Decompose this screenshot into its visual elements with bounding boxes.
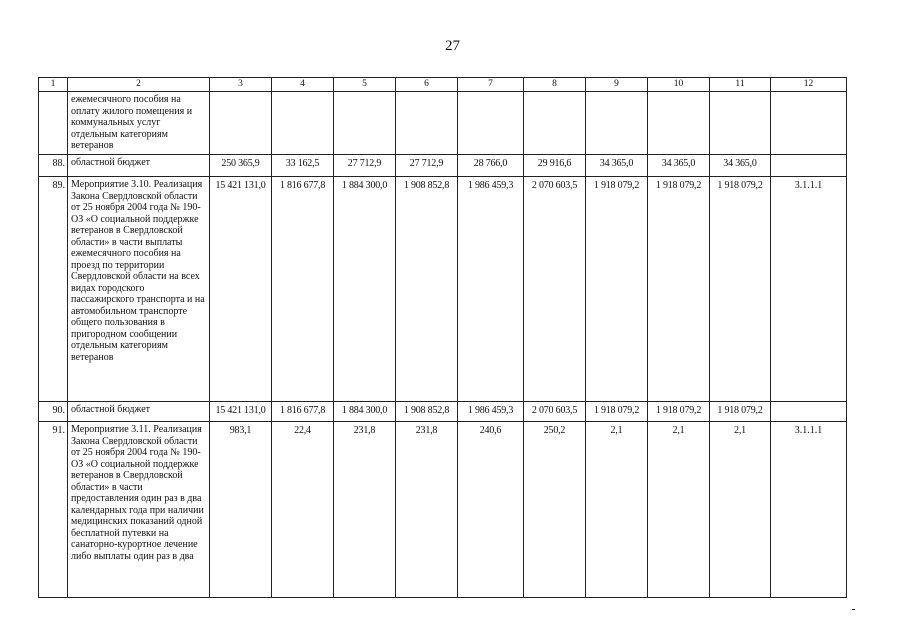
column-header: 8: [524, 78, 586, 92]
column-header: 11: [710, 78, 771, 92]
value-cell: 15 421 131,0: [210, 402, 272, 422]
row-number: 89.: [39, 177, 68, 402]
row-number: 88.: [39, 155, 68, 177]
column-header: 5: [334, 78, 396, 92]
value-cell: 2,1: [586, 422, 648, 598]
value-cell: [396, 92, 458, 155]
value-cell: 240,6: [458, 422, 524, 598]
value-cell: [648, 92, 710, 155]
code-cell: [771, 402, 847, 422]
value-cell: 33 162,5: [272, 155, 334, 177]
value-cell: [458, 92, 524, 155]
value-cell: 34 365,0: [648, 155, 710, 177]
value-cell: 29 916,6: [524, 155, 586, 177]
value-cell: 27 712,9: [396, 155, 458, 177]
value-cell: [524, 92, 586, 155]
value-cell: 2,1: [710, 422, 771, 598]
table-row: [39, 402, 847, 422]
column-header: 7: [458, 78, 524, 92]
value-cell: 27 712,9: [334, 155, 396, 177]
value-cell: 1 816 677,8: [272, 402, 334, 422]
value-cell: 1 986 459,3: [458, 177, 524, 402]
row-number: [39, 92, 68, 155]
column-header: 6: [396, 78, 458, 92]
value-cell: [710, 92, 771, 155]
value-cell: 1 918 079,2: [710, 177, 771, 402]
value-cell: 231,8: [396, 422, 458, 598]
column-header: 10: [648, 78, 710, 92]
row-description: областной бюджет: [68, 155, 210, 177]
column-header: 4: [272, 78, 334, 92]
value-cell: [334, 92, 396, 155]
table-row: [39, 155, 847, 177]
column-header: 9: [586, 78, 648, 92]
row-description: Мероприятие 3.10. Реализация Закона Свердловской области от 25 ноября 2004 года № 190-ОЗ «О социальной поддержке ветеранов в Свердловской области» в части выплаты ежемесячного пособия на проезд по территории Свердловской области на всех видах городского пассажирского транспорта и на автомобильном транспорте общего пользования в пригородном сообщении отдельным категориям ветеранов: [68, 177, 210, 402]
value-cell: [272, 92, 334, 155]
value-cell: [586, 92, 648, 155]
row-number: 91.: [39, 422, 68, 598]
scan-mark: [852, 609, 855, 610]
column-header: 12: [771, 78, 847, 92]
row-number: 90.: [39, 402, 68, 422]
value-cell: 15 421 131,0: [210, 177, 272, 402]
code-cell: 3.1.1.1: [771, 177, 847, 402]
value-cell: 28 766,0: [458, 155, 524, 177]
value-cell: 250 365,9: [210, 155, 272, 177]
code-cell: [771, 155, 847, 177]
value-cell: [210, 92, 272, 155]
value-cell: 34 365,0: [710, 155, 771, 177]
value-cell: 1 918 079,2: [586, 177, 648, 402]
column-number-row: [39, 78, 847, 92]
column-header: 3: [210, 78, 272, 92]
row-description: Мероприятие 3.11. Реализация Закона Свердловской области от 25 ноября 2004 года № 190-ОЗ «О социальной поддержке ветеранов в Свердловской области» в части предоставления один раз в два календарных года при наличии медицинских показаний одной бесплатной путевки на санаторно-курортное лечение либо выплаты один раз в два: [68, 422, 210, 598]
value-cell: 34 365,0: [586, 155, 648, 177]
value-cell: 1 918 079,2: [648, 177, 710, 402]
value-cell: 2,1: [648, 422, 710, 598]
value-cell: 250,2: [524, 422, 586, 598]
budget-table: [38, 77, 847, 598]
value-cell: 1 918 079,2: [710, 402, 771, 422]
page-number: 27: [445, 38, 460, 54]
table-row: [39, 177, 847, 402]
column-header: 1: [39, 78, 68, 92]
value-cell: 1 884 300,0: [334, 177, 396, 402]
value-cell: 1 884 300,0: [334, 402, 396, 422]
row-description: областной бюджет: [68, 402, 210, 422]
value-cell: 1 908 852,8: [396, 402, 458, 422]
value-cell: 2 070 603,5: [524, 402, 586, 422]
table-row: [39, 422, 847, 598]
value-cell: 1 918 079,2: [648, 402, 710, 422]
value-cell: 1 908 852,8: [396, 177, 458, 402]
value-cell: 1 816 677,8: [272, 177, 334, 402]
table-row: [39, 92, 847, 155]
value-cell: 2 070 603,5: [524, 177, 586, 402]
value-cell: 1 918 079,2: [586, 402, 648, 422]
column-header: 2: [68, 78, 210, 92]
code-cell: 3.1.1.1: [771, 422, 847, 598]
row-description: ежемесячного пособия на оплату жилого помещения и коммунальных услуг отдельным категориям ветеранов: [68, 92, 210, 155]
value-cell: 983,1: [210, 422, 272, 598]
value-cell: 231,8: [334, 422, 396, 598]
value-cell: 1 986 459,3: [458, 402, 524, 422]
value-cell: 22,4: [272, 422, 334, 598]
code-cell: [771, 92, 847, 155]
